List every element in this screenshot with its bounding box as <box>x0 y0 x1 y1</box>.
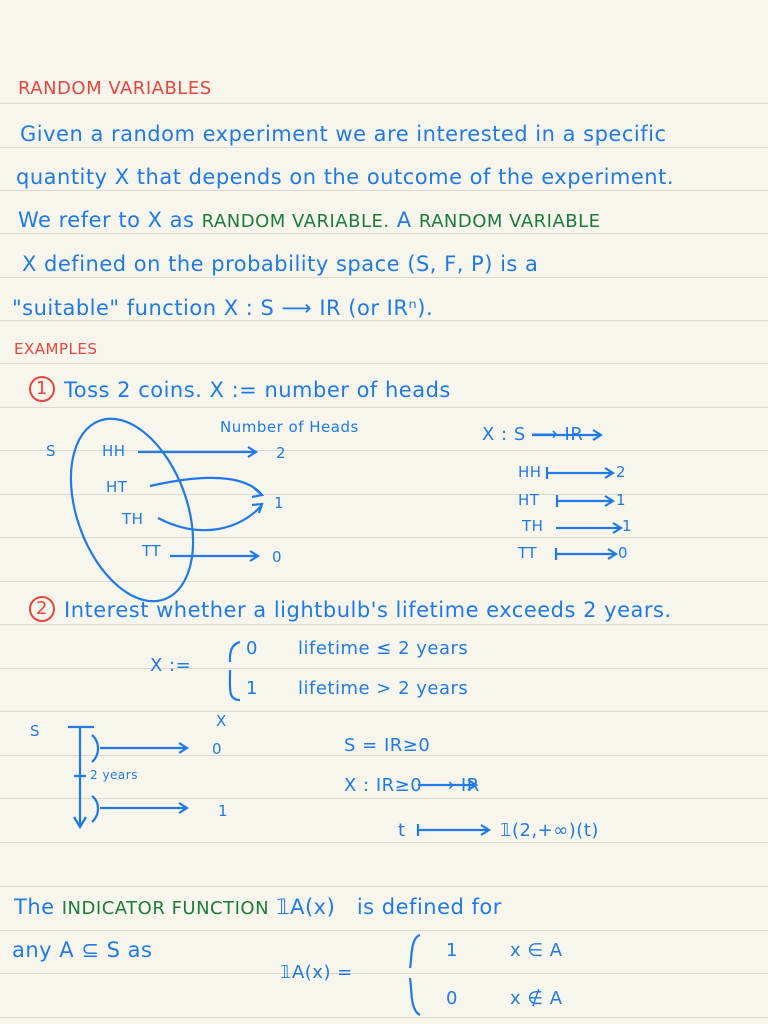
example-2-number: 2 <box>36 598 48 619</box>
outcome-th: TH <box>122 510 144 528</box>
map-hh: HH <box>518 463 542 481</box>
indicator-case-0-condition: x ∉ A <box>510 988 563 1009</box>
term-random-variable: RANDOM VARIABLE <box>418 211 601 232</box>
x-column-label: X <box>216 712 227 730</box>
output-0: 0 <box>212 740 223 758</box>
map-tt-value: 0 <box>618 544 629 562</box>
indicator-of-t: 𝟙(2,+∞)(t) <box>500 820 599 841</box>
mapping-header: X : S ⟶ IR <box>482 424 584 445</box>
outcome-hh: HH <box>102 442 126 460</box>
intro-line-2: quantity X that depends on the outcome of the experiment. <box>16 165 675 189</box>
map-ht-value: 1 <box>616 491 627 509</box>
indicator-text: The <box>14 895 55 919</box>
intro-text: We refer to X as <box>18 208 195 232</box>
x-map-definition: X : IR≥0 ⟶ IR <box>344 775 480 796</box>
target-1: 1 <box>274 494 285 512</box>
output-1: 1 <box>218 802 229 820</box>
t-label: t <box>398 820 406 841</box>
x-definition-lhs: X := <box>150 655 192 676</box>
case-1-condition: lifetime > 2 years <box>298 678 469 699</box>
examples-heading: EXAMPLES <box>14 340 98 358</box>
set-s-label-2: S <box>30 722 41 740</box>
example-2-title: Interest whether a lightbulb's lifetime exceeds 2 years. <box>64 598 672 622</box>
intro-line-4: X defined on the probability space (S, F, P) is a <box>22 252 539 276</box>
outcome-ht: HT <box>106 478 128 496</box>
target-0: 0 <box>272 548 283 566</box>
intro-line-5: "suitable" function X : S ⟶ IR (or IRⁿ). <box>12 296 434 320</box>
intro-text: A <box>396 208 412 232</box>
outcome-tt: TT <box>142 542 162 560</box>
target-2: 2 <box>276 444 287 462</box>
map-tt: TT <box>518 544 538 562</box>
indicator-case-1-condition: x ∈ A <box>510 940 563 961</box>
indicator-case-0-value: 0 <box>446 988 458 1009</box>
example-1-number: 1 <box>36 378 48 399</box>
indicator-line-2: any A ⊆ S as <box>12 938 153 962</box>
term-random-variable: RANDOM VARIABLE. <box>201 211 390 232</box>
case-1-value: 1 <box>246 678 258 699</box>
example-1-title: Toss 2 coins. X := number of heads <box>64 378 451 402</box>
number-of-heads-label: Number of Heads <box>220 418 359 436</box>
set-s-label: S <box>46 442 57 460</box>
map-th: TH <box>522 517 544 535</box>
indicator-line-1 <box>14 895 502 919</box>
term-indicator-function: INDICATOR FUNCTION <box>61 898 270 919</box>
indicator-lhs: 𝟙A(x) = <box>280 962 353 983</box>
indicator-case-1-value: 1 <box>446 940 458 961</box>
case-0-condition: lifetime ≤ 2 years <box>298 638 469 659</box>
case-0-value: 0 <box>246 638 258 659</box>
s-definition: S = IR≥0 <box>344 735 431 756</box>
page-title: RANDOM VARIABLES <box>18 78 212 99</box>
map-hh-value: 2 <box>616 463 627 481</box>
indicator-symbol: 𝟙A(x) <box>276 895 336 919</box>
map-ht: HT <box>518 491 540 509</box>
intro-line-1: Given a random experiment we are interested in a specific <box>20 122 667 146</box>
map-th-value: 1 <box>622 517 633 535</box>
indicator-text: is defined for <box>356 895 502 919</box>
two-years-label: 2 years <box>90 768 138 782</box>
